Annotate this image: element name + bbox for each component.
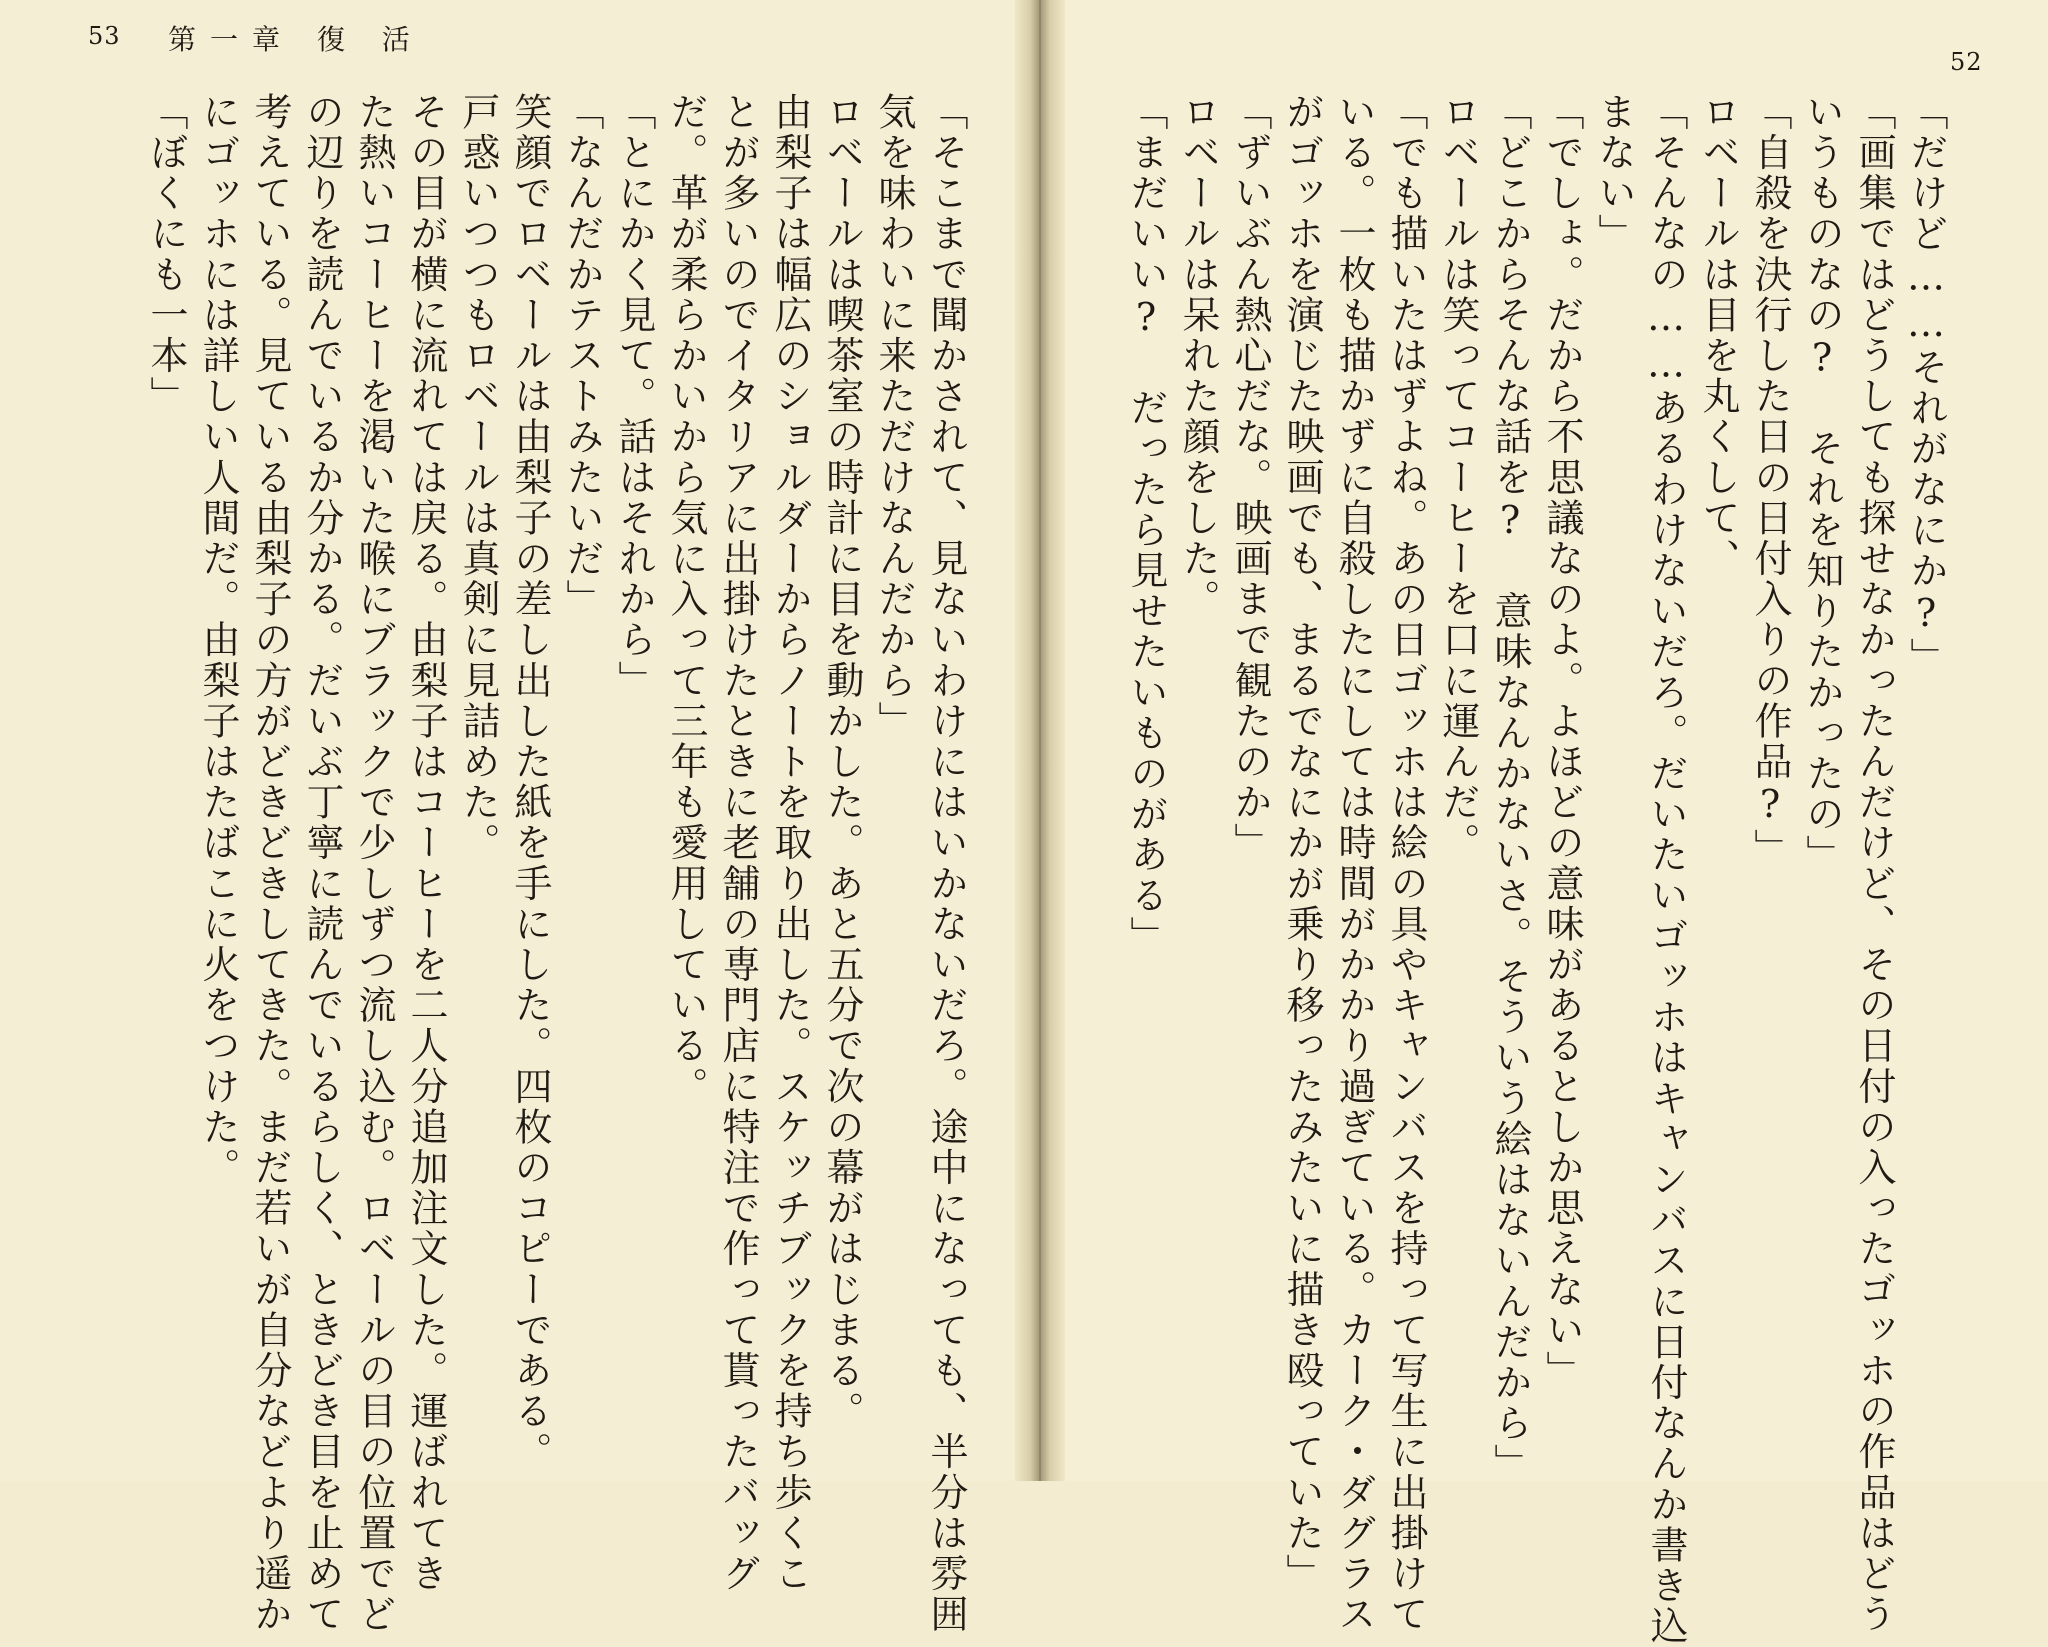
right-text-line: いうものなの? それを知りたかったの」 <box>1800 92 1844 876</box>
right-page-number: 52 <box>1950 48 1983 76</box>
right-text-line: がゴッホを演じた映画でも、まるでなにかが乗り移ったみたいに描き殴っていた」 <box>1280 92 1324 1595</box>
left-text-line: た熱いコーヒーを渇いた喉にブラックで少しずつ流し込む。ロベールの目の位置でど <box>352 92 396 1635</box>
left-text-line: とが多いのでイタリアに出掛けたときに老舗の専門店に特注で作って貰ったバッグ <box>716 92 760 1595</box>
left-text-line: その目が横に流れては戻る。由梨子はコーヒーを二人分追加注文した。運ばれてき <box>404 92 448 1595</box>
left-text-line: 考えている。見ている由梨子の方がどきどきしてきた。まだ若いが自分などより遥か <box>248 92 292 1635</box>
left-text-line: にゴッホには詳しい人間だ。由梨子はたばこに火をつけた。 <box>196 92 240 1189</box>
right-text-line: ロベールは笑ってコーヒーを口に運んだ。 <box>1436 92 1480 864</box>
left-text-line: 「とにかく見て。話はそれから」 <box>612 92 656 701</box>
right-text-line: 「そんなの……あるわけないだろ。だいたいゴッホはキャンバスに日付なんか書き込 <box>1644 92 1688 1647</box>
left-text-line: だ。革が柔らかいから気に入って三年も愛用している。 <box>664 92 708 1107</box>
right-text-line: まない」 <box>1592 92 1636 255</box>
left-text-line: ロベールは喫茶室の時計に目を動かした。あと五分で次の幕がはじまる。 <box>820 92 864 1432</box>
right-text-line: ロベールは呆れた顔をした。 <box>1176 92 1220 620</box>
left-text-line: 由梨子は幅広のショルダーからノートを取り出した。スケッチブックを持ち歩くこ <box>768 92 812 1595</box>
left-text-line: 「なんだかテストみたいだ」 <box>560 92 604 620</box>
right-text-line: 「ずいぶん熱心だな。映画まで観たのか」 <box>1228 92 1272 864</box>
left-text-line: 「ぼくにも一本」 <box>144 92 188 417</box>
book-gutter <box>1015 0 1065 1481</box>
left-page-number: 53 <box>88 22 121 50</box>
right-text-line: 「だけど……それがなにか?」 <box>1904 92 1948 679</box>
left-text-line: の辺りを読んでいるか分かる。だいぶ丁寧に読んでいるらしく、ときどき目を止めて <box>300 92 344 1635</box>
left-text-line: 戸惑いつつもロベールは真剣に見詰めた。 <box>456 92 500 864</box>
running-head: 第一章 復 活 <box>168 23 424 56</box>
right-text-line: 「画集ではどうしても探せなかったんだけど、その日付の入ったゴッホの作品はどう <box>1852 92 1896 1635</box>
right-text-line: 「でも描いたはずよね。あの日ゴッホは絵の具やキャンバスを持って写生に出掛けて <box>1384 92 1428 1635</box>
right-text-line: ロベールは目を丸くして、 <box>1696 92 1740 580</box>
right-text-line: 「でしょ。だから不思議なのよ。よほどの意味があるとしか思えない」 <box>1540 92 1584 1392</box>
right-text-line: いる。一枚も描かずに自殺したにしては時間がかかり過ぎている。カーク・ダグラス <box>1332 92 1376 1635</box>
right-text-line: 「まだいい? だったら見せたいものがある」 <box>1124 92 1168 957</box>
right-text-line: 「どこからそんな話を? 意味なんかないさ。そういう絵はないんだから」 <box>1488 92 1532 1485</box>
left-text-line: 気を味わいに来ただけなんだから」 <box>872 92 916 742</box>
left-text-line: 笑顔でロベールは由梨子の差し出した紙を手にした。四枚のコピーである。 <box>508 92 552 1473</box>
right-text-line: 「自殺を決行した日の日付入りの作品?」 <box>1748 92 1792 870</box>
left-text-line: 「そこまで聞かされて、見ないわけにはいかないだろ。途中になっても、半分は雰囲 <box>924 92 968 1635</box>
